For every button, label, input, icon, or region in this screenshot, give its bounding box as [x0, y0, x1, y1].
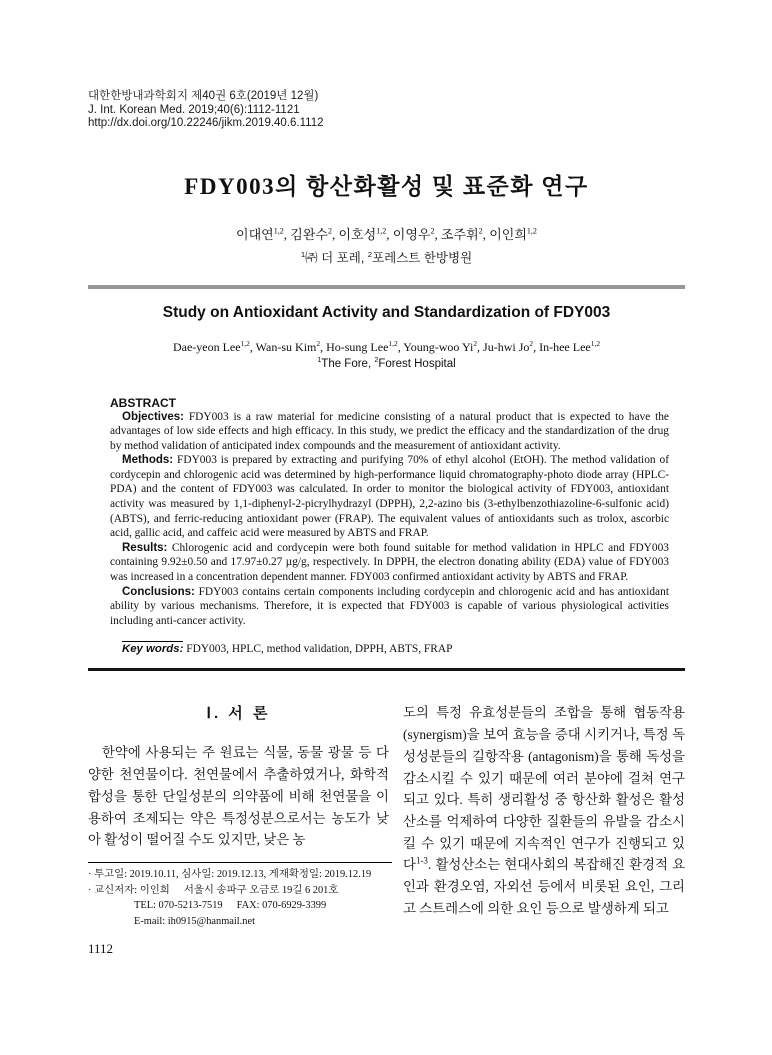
footnote-bullet: ·: [88, 884, 92, 896]
english-article-title: Study on Antioxidant Activity and Standardization of FDY003: [162, 303, 611, 321]
keywords-line: [110, 643, 669, 655]
keywords-text: FDY003, HPLC, method validation, DPPH, ABTS, FRAP: [186, 643, 453, 656]
author-affiliation-sup: 1,2: [388, 338, 398, 348]
author-separator: ,: [434, 226, 441, 242]
footnote-bullet: ·: [88, 868, 92, 880]
author-name: In-hee Lee: [539, 339, 591, 354]
affiliation-sup: 2: [374, 355, 379, 364]
footnote-block: [88, 862, 392, 929]
abstract-heading: ABSTRACT: [110, 395, 176, 410]
author-name: 이인희: [489, 226, 527, 242]
author-separator: ,: [386, 226, 393, 242]
footnote-dates-text: 투고일: 2019.10.11, 심사일: 2019.12.13, 게재확정일: 2019.12.19: [94, 868, 372, 880]
english-author-list: [88, 340, 685, 355]
body-right-part2: . 활성산소는 현대사회의 복잡해진 환경적 요인과 환경오염, 자외선 등에서 비롯된 요인, 그리고 스트레스에 의한 요인 등으로 발생하게 되고: [403, 857, 685, 916]
author-name: 조주휘: [440, 226, 479, 242]
affiliation-name: 포레스트 한방병원: [372, 250, 473, 265]
abstract-results: [110, 541, 669, 585]
body-right-part1: 도의 특정 유효성분들의 조합을 통해 협동작용 (synergism)을 보여 효능을 증대 시키거나, 특정 독성성분들의 길항작용 (antagonism)을 통해 독성을 감소시킬 수 있기 때문에 여러 분야에 걸쳐 연구되고 있다. 특히 생리활성 중 항산화 활성은 활성산소를 억제하여 다양한 질환들의 유발을 감소시킬 수 있기 때문에 지속적인 연구가 진행되고 있다: [403, 705, 685, 873]
divider-rule-gray: [88, 285, 685, 289]
author-separator: ,: [397, 339, 404, 354]
author-separator: ,: [320, 339, 327, 354]
journal-name-line: 대한한방내과학회지 제40권 6호(2019년 12월): [88, 90, 319, 102]
footnote-tel-fax-line: [88, 898, 392, 914]
affiliation-separator: ,: [367, 357, 375, 370]
author-name: 이호성: [338, 226, 377, 242]
abstract-results-label: Results:: [122, 541, 168, 554]
abstract-objectives: [110, 410, 669, 454]
author-name: Wan-su Kim: [255, 339, 317, 354]
abstract-methods-text: FDY003 is prepared by extracting and purifying 70% of ethyl alcohol (EtOH). The method validation of cordycepin and chlorogenic acid was determined by high-performance liquid chromatography-photo diode array (HPLC-PDA) and the content of FDY003 was calculated. In order to monitor the biological activity of FDY003, antioxidant activity was measured by 1,1-diphenyl-2-picrylhydrazyl (DPPH), 2,2-azino bis (3-ethylbenzothiazoline-6-sulfonic acid) (ABTS), and ferric-reducing antioxidant power (FRAP). The equivalent values of antioxidants such as trolox, ascorbic acid, gallic acid, and caffeic acid were measured by ABTS and FRAP.: [110, 454, 669, 540]
journal-doi-line: http://dx.doi.org/10.22246/jikm.2019.40.6.1112: [88, 117, 324, 129]
affiliation-sup: 1: [317, 355, 322, 364]
abstract-objectives-text: FDY003 is a raw material for medicine consisting of a natural product that is expected to have the advantages of low side effects and high efficacy. In this study, we predict the efficacy and the standardization of the drug by method validation of anticipated index compounds and the measurement of antioxidant activity.: [110, 410, 669, 452]
affiliation-name: ㈜ 더 포레: [305, 250, 361, 265]
author-name: Ho-sung Lee: [326, 339, 389, 354]
author-name: Dae-yeon Lee: [172, 339, 241, 354]
abstract-conclusions: [110, 585, 669, 629]
journal-header: [88, 90, 685, 131]
page-content: [88, 0, 685, 929]
abstract-section: [110, 396, 669, 656]
left-column: [88, 702, 389, 929]
abstract-methods-label: Methods:: [122, 454, 174, 467]
author-name: 이대연: [236, 226, 274, 242]
author-affiliation-sup: 2: [473, 338, 478, 348]
abstract-methods: [110, 453, 669, 541]
affiliation-separator: ,: [360, 250, 368, 265]
author-name: Ju-hwi Jo: [483, 339, 530, 354]
korean-affiliation-line: [88, 248, 685, 266]
author-affiliation-sup: 2: [327, 226, 333, 236]
footnote-address: 서울시 송파구 오금로 19길 6 201호: [183, 884, 339, 896]
affiliation-sup: 1: [300, 249, 306, 259]
author-separator: ,: [533, 339, 540, 354]
author-affiliation-sup: 2: [430, 226, 435, 236]
body-paragraph-right: [403, 702, 685, 919]
page-number: 1112: [88, 941, 114, 956]
author-affiliation-sup: 2: [478, 226, 483, 236]
author-affiliation-sup: 1,2: [273, 226, 284, 236]
section-heading-introduction: Ⅰ. 서 론: [206, 705, 271, 723]
footnote-corresponding-line: [88, 883, 392, 899]
author-affiliation-sup: 1,2: [590, 338, 601, 348]
author-affiliation-sup: 2: [529, 338, 534, 348]
abstract-results-text: Chlorogenic acid and cordycepin were both found suitable for method validation in HPLC and FDY003 containing 9.92±0.50 and 17.97±0.27 µg/g, respectively. In DPPH, the electron donating ability (EDA) value of FDY003 was increased in a concentration dependent manner. FDY003 confirmed antioxidant activity by ABTS and FRAP.: [110, 541, 669, 584]
author-name: Young-woo Yi: [403, 339, 474, 354]
body-paragraph-left: 한약에 사용되는 주 원료는 식물, 동물 광물 등 다양한 천연물이다. 천연물에서 추출하였거나, 화학적 합성을 통한 단일성분의 의약품에 비해 천연물을 이용하여 조제되는 약은 특정성분으로서는 농도가 낮아 활성이 떨어질 수도 있지만, 낮은 농: [88, 745, 389, 848]
author-separator: ,: [477, 339, 484, 354]
footnote-fax: FAX: 070-6929-3399: [236, 900, 327, 912]
korean-article-title: FDY003의 항산화활성 및 표준화 연구: [184, 173, 589, 199]
korean-author-list: [88, 224, 685, 243]
author-affiliation-sup: 1,2: [240, 338, 250, 348]
affiliation-name: The Fore: [321, 357, 368, 370]
footnote-dates-line: [88, 867, 392, 883]
divider-rule-black: [88, 668, 685, 671]
footnote-tel: TEL: 070-5213-7519: [134, 900, 223, 912]
abstract-conclusions-label: Conclusions:: [122, 585, 195, 598]
author-separator: ,: [482, 226, 490, 242]
footnote-corresponding-label: 교신저자: 이인희: [94, 884, 170, 896]
author-separator: ,: [249, 339, 256, 354]
footnote-email-line: E-mail: ih0915@hanmail.net: [134, 915, 255, 927]
author-affiliation-sup: 1,2: [376, 226, 387, 236]
author-affiliation-sup: 1,2: [526, 226, 537, 236]
right-column: [403, 702, 685, 929]
affiliation-name: Forest Hospital: [378, 357, 456, 370]
author-affiliation-sup: 2: [316, 338, 321, 348]
keywords-label: Key words:: [122, 643, 184, 656]
author-name: 김완수: [290, 226, 328, 242]
author-name: 이영우: [392, 226, 431, 242]
abstract-objectives-label: Objectives:: [122, 410, 184, 423]
affiliation-sup: 2: [367, 249, 373, 259]
author-separator: ,: [332, 226, 339, 242]
author-separator: ,: [283, 226, 291, 242]
journal-citation-line: J. Int. Korean Med. 2019;40(6):1112-1121: [88, 103, 300, 116]
body-columns: [88, 702, 685, 929]
citation-superscript: 1-3: [415, 855, 428, 866]
english-affiliation-line: [88, 355, 685, 370]
abstract-conclusions-text: FDY003 contains certain components including cordycepin and chlorogenic acid and has antioxidant ability by various mechanisms. Therefore, it is expected that FDY003 is capable of various physiological activities including anti-cancer activity.: [110, 585, 669, 627]
